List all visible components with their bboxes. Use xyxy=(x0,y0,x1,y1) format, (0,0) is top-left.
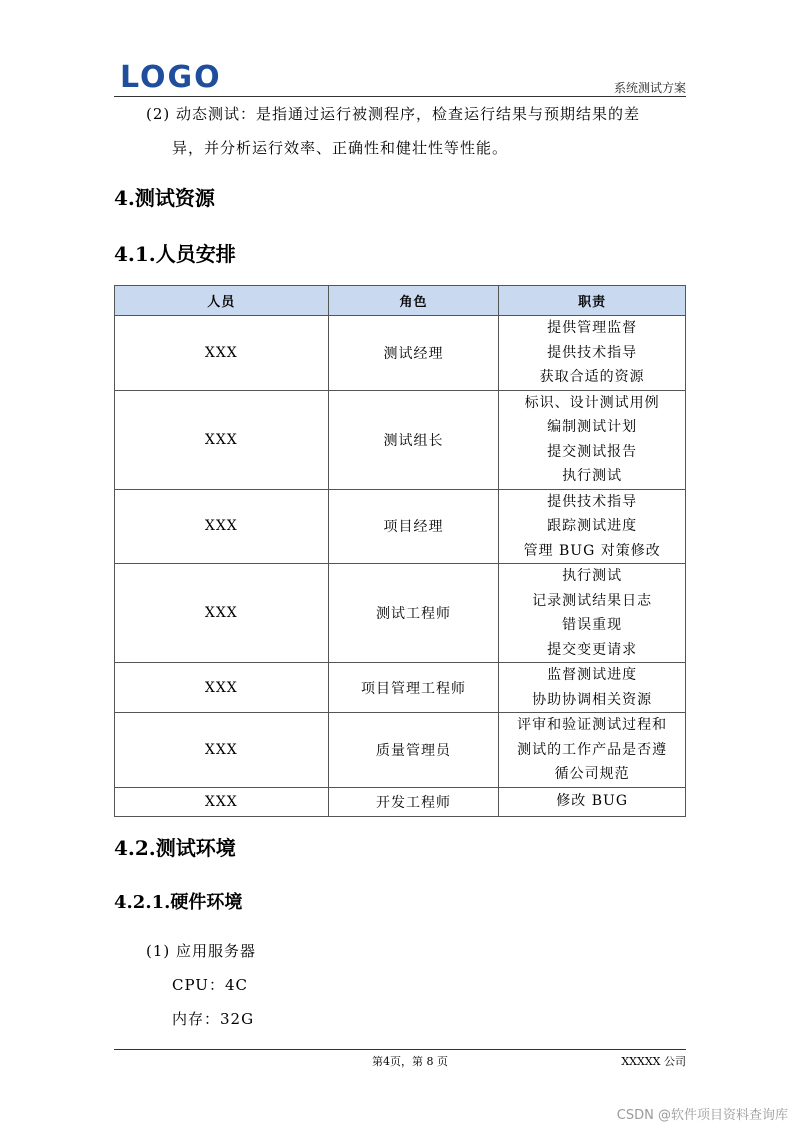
role-cell: 项目管理工程师 xyxy=(328,663,499,713)
duty-line: 管理 BUG 对策修改 xyxy=(523,542,661,559)
duty-line: 错误重现 xyxy=(562,617,623,633)
person-cell: XXX xyxy=(115,713,329,788)
duty-line: 记录测试结果日志 xyxy=(532,592,653,609)
header-person: 人员 xyxy=(115,286,329,316)
table-row xyxy=(115,713,686,788)
duty-line: 提供技术指导 xyxy=(547,493,638,510)
footer-company: XXXXX 公司 xyxy=(621,1055,686,1068)
duty-line: 提供管理监督 xyxy=(547,320,638,336)
duty-line: 协助协调相关资源 xyxy=(532,691,653,708)
footer-page-number: 第4页，第 8 页 xyxy=(372,1055,448,1068)
person-cell: XXX xyxy=(115,316,329,391)
person-cell: XXX xyxy=(115,390,329,489)
staff-table xyxy=(114,285,686,817)
duty-line: 提交变更请求 xyxy=(547,641,638,658)
footer-divider xyxy=(114,1049,686,1050)
company-logo: LOGO xyxy=(120,60,222,95)
duty-line: 循公司规范 xyxy=(554,766,630,782)
intro-line-2: 异，并分析运行效率、正确性和健壮性等性能。 xyxy=(172,139,509,157)
section-4-2-1-heading: 4.2.1.硬件环境 xyxy=(114,892,243,913)
duties-cell xyxy=(499,663,686,713)
duty-line: 获取合适的资源 xyxy=(539,369,645,385)
hardware-item-app-server: (1) 应用服务器 xyxy=(146,942,257,960)
person-cell: XXX xyxy=(115,787,329,816)
table-row xyxy=(115,390,686,489)
person-cell: XXX xyxy=(115,663,329,713)
watermark: CSDN @软件项目资料查询库 xyxy=(616,1108,788,1123)
table-row xyxy=(115,489,686,564)
duty-line: 监督测试进度 xyxy=(547,667,638,683)
staff-table-header-row xyxy=(115,286,686,316)
table-row xyxy=(115,564,686,663)
duties-cell xyxy=(499,489,686,564)
hardware-cpu: CPU：4C xyxy=(172,976,248,994)
duty-line: 跟踪测试进度 xyxy=(547,518,638,534)
duties-cell xyxy=(499,713,686,788)
duty-line: 测试的工作产品是否遵 xyxy=(517,741,668,758)
role-cell: 开发工程师 xyxy=(328,787,499,816)
role-cell: 测试经理 xyxy=(328,316,499,391)
duty-line: 标识、设计测试用例 xyxy=(524,394,660,411)
duties-cell xyxy=(499,390,686,489)
duty-line: 修改 BUG xyxy=(556,793,629,810)
table-row xyxy=(115,316,686,391)
header-document-title: 系统测试方案 xyxy=(613,81,686,95)
duty-line: 提供技术指导 xyxy=(547,344,638,361)
person-cell: XXX xyxy=(115,489,329,564)
intro-line-1: (2) 动态测试：是指通过运行被测程序，检查运行结果与预期结果的差 xyxy=(146,105,641,123)
hardware-memory: 内存：32G xyxy=(172,1010,255,1028)
role-cell: 质量管理员 xyxy=(328,713,499,788)
role-cell: 测试组长 xyxy=(328,390,499,489)
role-cell: 项目经理 xyxy=(328,489,499,564)
duty-line: 提交测试报告 xyxy=(547,443,638,460)
section-4-1-heading: 4.1.人员安排 xyxy=(114,242,236,266)
duties-cell xyxy=(499,564,686,663)
duties-cell xyxy=(499,787,686,816)
table-row xyxy=(115,787,686,816)
table-row xyxy=(115,663,686,713)
person-cell: XXX xyxy=(115,564,329,663)
duties-cell xyxy=(499,316,686,391)
duty-line: 执行测试 xyxy=(562,468,623,484)
header-duties: 职责 xyxy=(499,286,686,316)
duty-line: 编制测试计划 xyxy=(547,419,638,435)
header-role: 角色 xyxy=(328,286,499,316)
duty-line: 执行测试 xyxy=(562,568,623,584)
section-4-heading: 4.测试资源 xyxy=(114,186,215,210)
section-4-2-heading: 4.2.测试环境 xyxy=(114,836,236,860)
duty-line: 评审和验证测试过程和 xyxy=(517,717,668,733)
role-cell: 测试工程师 xyxy=(328,564,499,663)
